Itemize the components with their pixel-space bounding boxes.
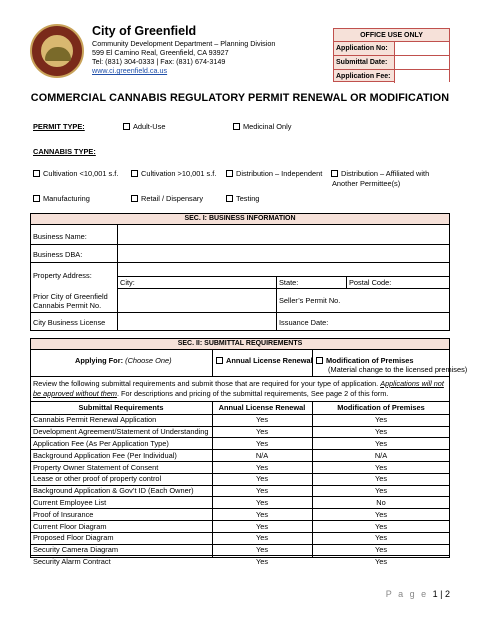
annual-renewal-value: Yes (255, 556, 269, 566)
requirement-name: Security Camera Diagram (33, 545, 119, 555)
checkbox-icon[interactable] (216, 357, 223, 364)
retail-option[interactable]: Retail / Dispensary (131, 194, 203, 203)
application-no-field[interactable] (394, 42, 449, 55)
requirement-name: Application Fee (As Per Application Type) (33, 438, 169, 448)
prior-permit-field[interactable] (118, 289, 275, 311)
phone-fax: Tel: (831) 304-0333 | Fax: (831) 674-3149 (92, 57, 226, 66)
prior-permit-label-2: Cannabis Permit No. (33, 301, 102, 310)
modification-value: Yes (374, 415, 388, 425)
annual-renewal-value: Yes (255, 427, 269, 437)
checkbox-icon[interactable] (33, 195, 40, 202)
seal-emblem (40, 34, 74, 68)
requirement-name: Current Employee List (33, 497, 107, 507)
city-seal-logo (30, 24, 84, 78)
checkbox-icon[interactable] (331, 170, 338, 177)
form-title: COMMERCIAL CANNABIS REGULATORY PERMIT RENEWAL OR MODIFICATION (30, 92, 450, 104)
modification-value: N/A (374, 450, 388, 460)
requirement-name: Cannabis Permit Renewal Application (33, 415, 157, 425)
applying-for-label: Applying For: (Choose One) (75, 356, 172, 365)
manufacturing-option[interactable]: Manufacturing (33, 194, 90, 203)
requirement-name: Current Floor Diagram (33, 521, 107, 531)
annual-renewal-value: N/A (255, 450, 269, 460)
annual-renewal-value: Yes (255, 486, 269, 496)
modification-value: Yes (374, 521, 388, 531)
office-row-application-no: Application No: (334, 41, 449, 55)
instructions-line2: be approved without them. For descriptions and pricing of the submittal requirements, See page 2 of this form. (33, 389, 389, 398)
requirement-name: Background Application Fee (Per Individual) (33, 450, 177, 460)
property-address-label: Property Address: (33, 271, 92, 280)
city-label: City: (120, 278, 135, 287)
permit-adult-use-option[interactable]: Adult-Use (123, 122, 165, 131)
annual-renewal-value: Yes (255, 462, 269, 472)
city-business-license-field[interactable] (118, 313, 275, 330)
office-use-box (333, 28, 450, 82)
city-business-license-label: City Business License (33, 318, 106, 327)
website-link[interactable]: www.ci.greenfield.ca.us (92, 66, 168, 75)
modification-value: Yes (374, 556, 388, 566)
business-dba-field[interactable] (118, 245, 449, 261)
requirement-name: Security Alarm Contract (33, 556, 111, 566)
sec1-header: SEC. I: BUSINESS INFORMATION (30, 213, 450, 225)
checkbox-icon[interactable] (316, 357, 323, 364)
state-label: State: (279, 278, 299, 287)
department: Community Development Department – Planning Division (92, 39, 276, 48)
sellers-permit-label: Seller’s Permit No. (279, 296, 341, 305)
testing-option[interactable]: Testing (226, 194, 259, 203)
business-dba-label: Business DBA: (33, 250, 83, 259)
instructions-line1: Review the following submittal requirements and submit those that are required for your type of application. Applications will not (33, 379, 444, 388)
cultivation-large-option[interactable]: Cultivation >10,001 s.f. (131, 169, 216, 178)
column-header: Modification of Premises (337, 403, 425, 412)
office-use-title: OFFICE USE ONLY (360, 32, 423, 39)
modification-value: Yes (374, 474, 388, 484)
permit-medicinal-option[interactable]: Medicinal Only (233, 122, 291, 131)
checkbox-icon[interactable] (233, 123, 240, 130)
page-number: P a g e 1 | 2 (385, 589, 450, 599)
modification-option[interactable]: Modification of Premises (316, 356, 413, 365)
postal-code-label: Postal Code: (349, 278, 392, 287)
checkbox-icon[interactable] (131, 195, 138, 202)
cultivation-small-option[interactable]: Cultivation <10,001 s.f. (33, 169, 118, 178)
column-header: Annual License Renewal (218, 403, 306, 412)
annual-renewal-value: Yes (255, 533, 269, 543)
modification-value: Yes (374, 438, 388, 448)
checkbox-icon[interactable] (226, 170, 233, 177)
annual-renewal-value: Yes (255, 474, 269, 484)
office-row-application-fee: Application Fee: (334, 69, 449, 83)
distribution-affiliated-option[interactable]: Distribution – Affiliated with (331, 169, 429, 178)
modification-value: Yes (374, 486, 388, 496)
modification-note: (Material change to the licensed premises) (328, 365, 468, 374)
requirement-name: Proposed Floor Diagram (33, 533, 114, 543)
address: 599 El Camino Real, Greenfield, CA 93927 (92, 48, 229, 57)
application-fee-field[interactable] (394, 70, 449, 83)
modification-value: Yes (374, 462, 388, 472)
distribution-independent-option[interactable]: Distribution – Independent (226, 169, 322, 178)
modification-value: Yes (374, 509, 388, 519)
annual-renewal-value: Yes (255, 415, 269, 425)
checkbox-icon[interactable] (131, 170, 138, 177)
prior-permit-label-1: Prior City of Greenfield (33, 292, 108, 301)
cannabis-type-label: CANNABIS TYPE: (33, 147, 96, 156)
annual-renewal-value: Yes (255, 438, 269, 448)
requirement-name: Development Agreement/Statement of Understanding (33, 427, 209, 437)
checkbox-icon[interactable] (123, 123, 130, 130)
requirement-name: Background Application & Gov’t ID (Each Owner) (33, 486, 194, 496)
city-name: City of Greenfield (92, 24, 197, 38)
modification-value: Yes (374, 545, 388, 555)
distribution-affiliated-line2: Another Permittee(s) (332, 179, 401, 188)
submittal-date-field[interactable] (394, 56, 449, 69)
annual-renewal-value: Yes (255, 509, 269, 519)
modification-value: Yes (374, 427, 388, 437)
property-address-field[interactable] (118, 263, 449, 275)
issuance-date-label: Issuance Date: (279, 318, 329, 327)
business-name-label: Business Name: (33, 232, 87, 241)
requirement-name: Proof of Insurance (33, 509, 94, 519)
annual-renewal-value: Yes (255, 545, 269, 555)
modification-value: No (376, 497, 386, 507)
requirement-name: Property Owner Statement of Consent (33, 462, 159, 472)
sec2-header: SEC. II: SUBMITTAL REQUIREMENTS (30, 338, 450, 350)
business-name-field[interactable] (118, 225, 449, 243)
office-row-submittal-date: Submittal Date: (334, 55, 449, 69)
annual-renewal-value: Yes (255, 497, 269, 507)
permit-type-label: PERMIT TYPE: (33, 122, 85, 131)
annual-renewal-option[interactable]: Annual License Renewal (216, 356, 313, 365)
modification-value: Yes (374, 533, 388, 543)
annual-renewal-value: Yes (255, 521, 269, 531)
column-header: Submittal Requirements (78, 403, 164, 412)
checkbox-icon[interactable] (226, 195, 233, 202)
checkbox-icon[interactable] (33, 170, 40, 177)
requirement-name: Lease or other proof of property control (33, 474, 162, 484)
